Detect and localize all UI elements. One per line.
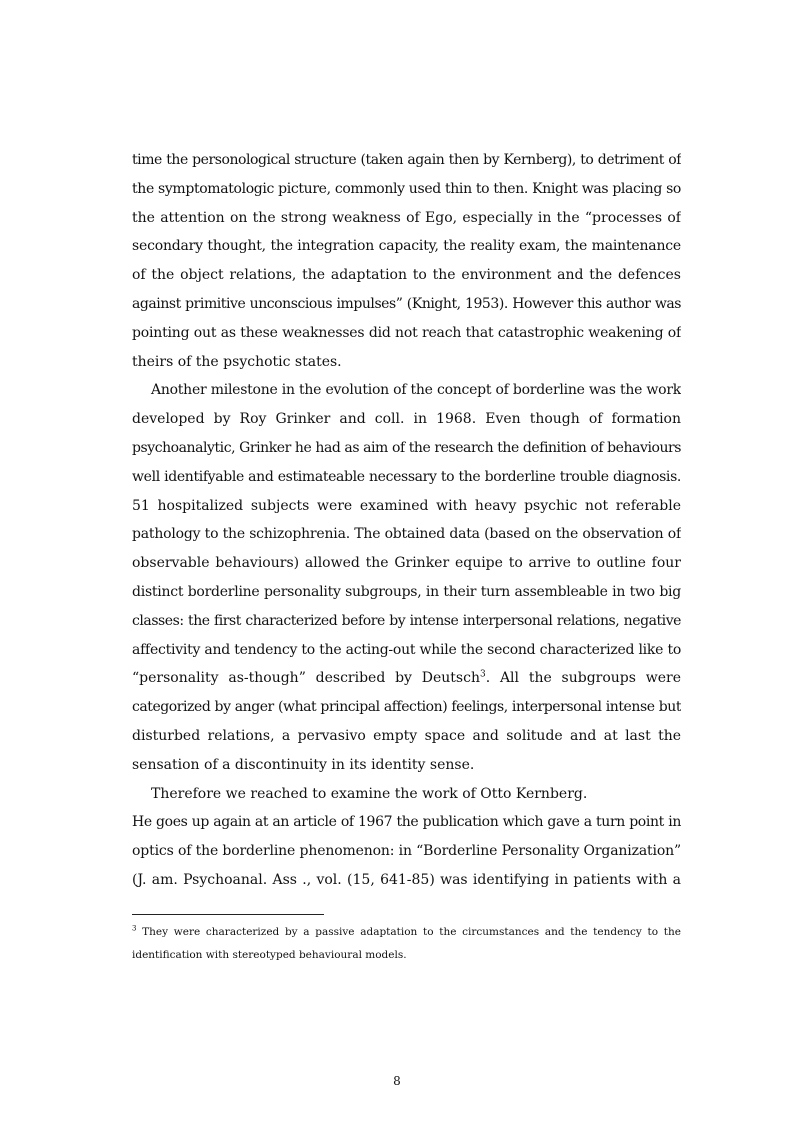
text-line: Another milestone in the evolution of the concept of borderline was the work [151, 382, 681, 399]
text-line: well identifyable and estimateable necessary to the borderline trouble diagnosis. [132, 468, 681, 485]
footnote-3 [132, 921, 681, 967]
text-line: disturbed relations, a pervasivo empty space and solitude and at last the [132, 727, 681, 744]
paragraph-4 [132, 808, 681, 894]
footnote-number: 3 [132, 924, 137, 933]
text-line: 51 hospitalized subjects were examined with heavy psychic not referable [132, 497, 681, 514]
text-line: of the object relations, the adaptation to the environment and the defences [132, 267, 681, 284]
text-line: developed by Roy Grinker and coll. in 1968. Even though of formation [132, 411, 681, 428]
text-segment: . All the subgroups were [485, 670, 681, 687]
paragraph-2 [132, 376, 681, 779]
text-line: distinct borderline personality subgroups, in their turn assembleable in two big [132, 583, 681, 600]
footnote-line: identification with stereotyped behavioural models. [132, 949, 407, 961]
text-line: psychoanalytic, Grinker he had as aim of the research the definition of behaviours [132, 439, 681, 456]
text-line: (J. am. Psychoanal. Ass ., vol. (15, 641-85) was identifying in patients with a [132, 871, 681, 888]
text-line: He goes up again at an article of 1967 the publication which gave a turn point in [132, 814, 681, 831]
text-line-with-footnote-ref [132, 664, 681, 693]
text-line: classes: the first characterized before by intense interpersonal relations, negative [132, 612, 681, 629]
text-line: categorized by anger (what principal affection) feelings, interpersonal intense but [132, 699, 681, 716]
text-line: optics of the borderline phenomenon: in “Borderline Personality Organization” [132, 843, 681, 860]
footnote-divider [132, 914, 324, 915]
text-line: against primitive unconscious impulses” (Knight, 1953). However this author was [132, 295, 681, 312]
text-line: pointing out as these weaknesses did not reach that catastrophic weakening of [132, 324, 681, 341]
text-line: the attention on the strong weakness of Ego, especially in the “processes of [132, 209, 681, 226]
text-line: the symptomatologic picture, commonly used thin to then. Knight was placing so [132, 180, 681, 197]
text-line: theirs of the psychotic states. [132, 353, 342, 370]
paragraph-1 [132, 146, 681, 376]
text-line: observable behaviours) allowed the Grinker equipe to arrive to outline four [132, 555, 681, 572]
text-line: pathology to the schizophrenia. The obtained data (based on the observation of [132, 526, 681, 543]
footnote-text: They were characterized by a passive adaptation to the circumstances and the tendency to the [136, 926, 681, 938]
footnote-line [132, 921, 681, 944]
text-segment: “personality as-though” described by Deutsch [132, 670, 480, 687]
paragraph-3 [132, 780, 681, 809]
text-line: sensation of a discontinuity in its identity sense. [132, 756, 475, 773]
text-line: affectivity and tendency to the acting-out while the second characterized like to [132, 641, 681, 658]
footnote-reference[interactable]: 3 [479, 669, 486, 680]
page-number: 8 [393, 1074, 401, 1088]
body-text [132, 146, 681, 895]
text-line: secondary thought, the integration capacity, the reality exam, the maintenance [132, 238, 681, 255]
text-line: time the personological structure (taken again then by Kernberg), to detriment of [132, 152, 681, 168]
text-line: Therefore we reached to examine the work of Otto Kernberg. [151, 785, 588, 802]
